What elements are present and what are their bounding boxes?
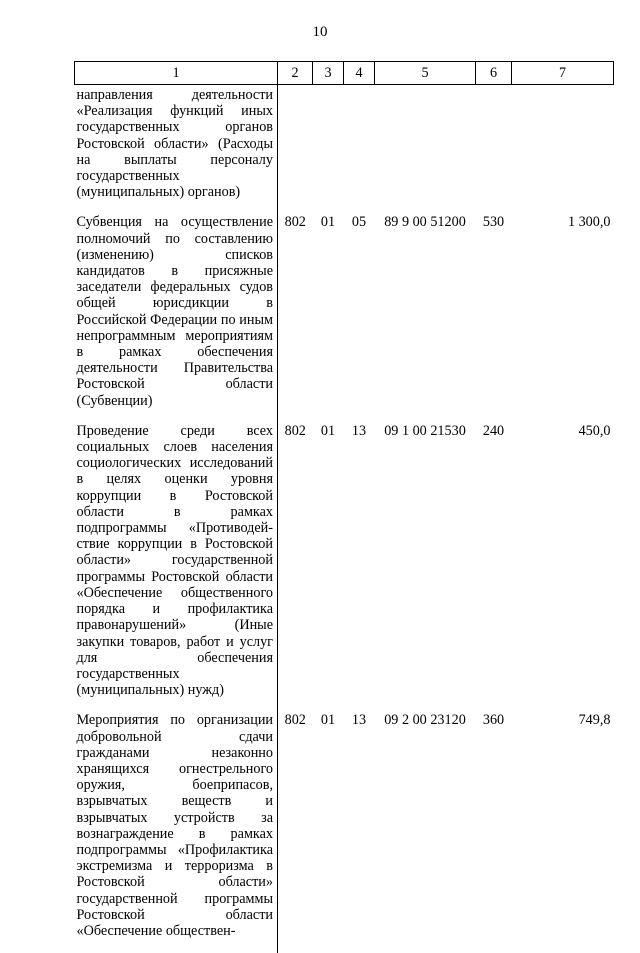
expense-type-code: 360 xyxy=(482,712,505,729)
expense-type-code: 240 xyxy=(482,422,505,439)
row-description: Проведение среди всех социальных слоев населения социологических исследований в целях оценки уровня коррупции в Ростовской области в рамках подпрограммы «Противодей-ствие коррупции в Ростовской области» государственной программы Ростовской области «Обеспечение общественного порядка и профилактика правонарушений» (Иные закупки товаров, работ и услуг для обеспечения государственных (муниципальных) нужд) xyxy=(75,423,278,712)
section-code: 01 xyxy=(320,712,336,729)
target-article-code: 09 2 00 23120 xyxy=(384,712,466,729)
target-article-code: 89 9 00 51200 xyxy=(384,214,466,231)
budget-table xyxy=(74,61,614,953)
table-row xyxy=(75,423,614,712)
amount: 450,0 xyxy=(578,422,611,439)
column-header: 6 xyxy=(476,62,512,85)
ministry-code xyxy=(278,85,313,215)
row-description: направления деятельности «Реализация функций иных государственных органов Ростовской области» (Расходы на выплаты персоналу государственных (муниципальных) органов) xyxy=(75,85,278,215)
column-header: 1 xyxy=(75,62,278,85)
subsection-code: 13 xyxy=(351,712,367,729)
amount: 749,8 xyxy=(578,712,611,729)
column-header: 3 xyxy=(313,62,344,85)
amount: 1 300,0 xyxy=(567,214,611,231)
table-row xyxy=(75,712,614,953)
target-article-code: 09 1 00 21530 xyxy=(384,422,466,439)
amount xyxy=(512,85,614,215)
expense-type-code: 530 xyxy=(482,214,505,231)
section-code xyxy=(313,85,344,215)
section-code: 01 xyxy=(320,422,336,439)
page-number: 10 xyxy=(312,24,328,40)
subsection-code: 05 xyxy=(351,214,367,231)
row-description: Субвенция на осуществление полномочий по составлению (изменению) списков кандидатов в присяжные заседатели федеральных судов общей юрисдикции в Российской Федерации по иным непрограммным мероприятиям в рамках обеспечения деятельности Правительства Ростовской области (Субвенции) xyxy=(75,214,278,422)
column-header: 7 xyxy=(512,62,614,85)
expense-type-code xyxy=(476,85,512,215)
table-row xyxy=(75,214,614,422)
row-description: Мероприятия по организации добровольной сдачи гражданами незаконно хранящихся огнестрельного оружия, боеприпасов, взрывчатых веществ и взрывчатых устройств за вознаграждение в рамках подпрограммы «Профилактика экстремизма и терроризма в Ростовской области» государственной программы Ростовской области «Обеспечение обществен- xyxy=(75,712,278,953)
column-header: 4 xyxy=(344,62,375,85)
section-code: 01 xyxy=(320,214,336,231)
column-header: 2 xyxy=(278,62,313,85)
subsection-code xyxy=(344,85,375,215)
target-article-code xyxy=(375,85,476,215)
table-row xyxy=(75,85,614,215)
subsection-code: 13 xyxy=(351,422,367,439)
ministry-code: 802 xyxy=(284,422,306,439)
column-header: 5 xyxy=(375,62,476,85)
ministry-code: 802 xyxy=(284,214,306,231)
ministry-code: 802 xyxy=(284,712,306,729)
table-header-row xyxy=(75,62,614,85)
